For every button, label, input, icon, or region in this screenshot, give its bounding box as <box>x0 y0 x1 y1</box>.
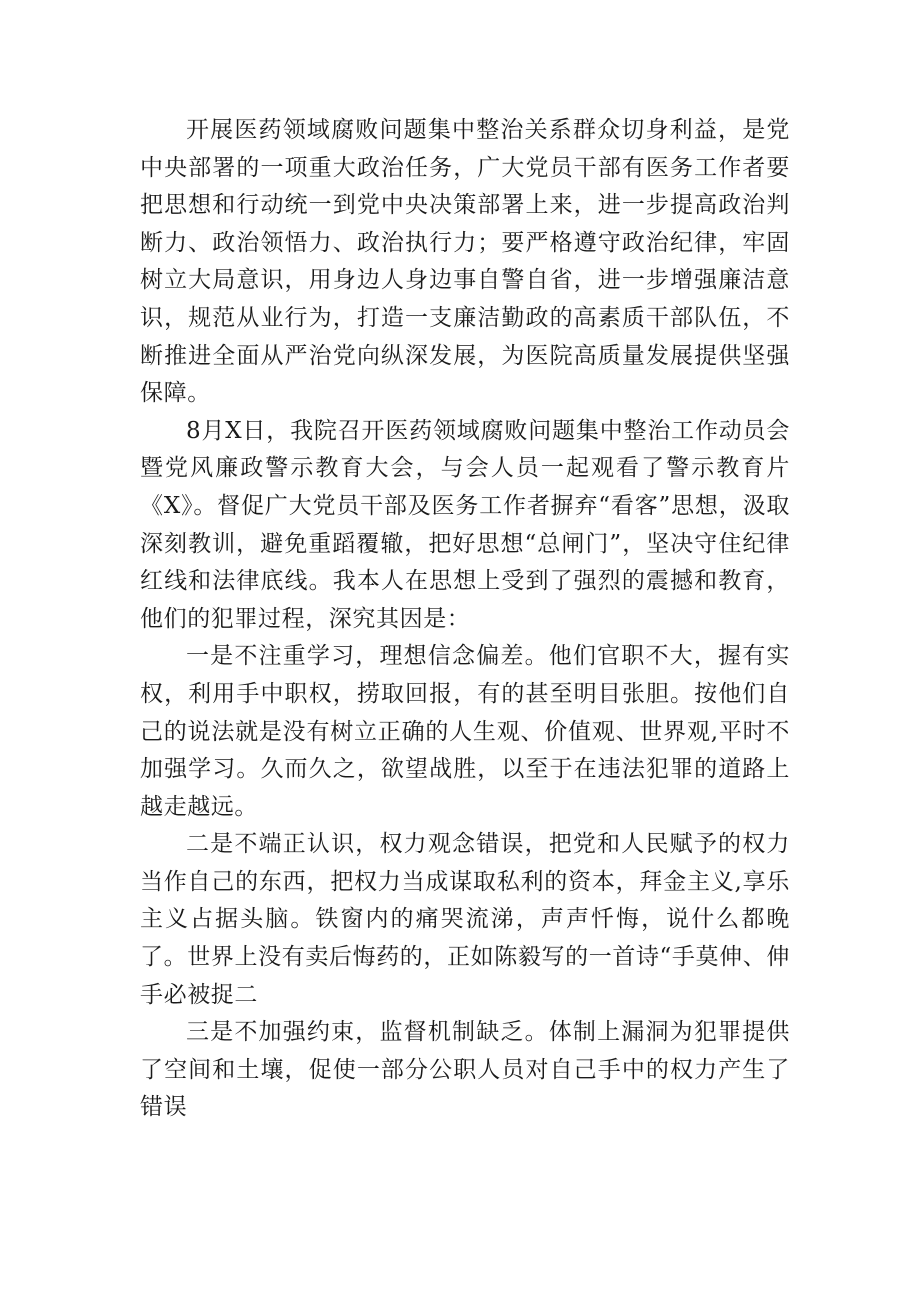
paragraph-point-one: 一是不注重学习，理想信念偏差。他们官职不大，握有实权，利用手中职权，捞取回报，有的甚至明目张胆。按他们自己的说法就是没有树立正确的人生观、价值观、世界观,平时不加强学习。久而久之，欲望战胜，以至于在违法犯罪的道路上越走越远。 <box>140 643 790 820</box>
paragraph-intro: 开展医药领域腐败问题集中整治关系群众切身利益，是党中央部署的一项重大政治任务，广大党员干部有医务工作者要把思想和行动统一到党中央决策部署上来，进一步提高政治判断力、政治领悟力、政治执行力；要严格遵守政治纪律，牢固树立大局意识，用身边人身边事自警自省，进一步增强廉洁意识，规范从业行为，打造一支廉洁勤政的高素质干部队伍，不断推进全面从严治党向纵深发展，为医院高质量发展提供坚强保障。 <box>140 117 790 407</box>
paragraph-meeting: 8月X日，我院召开医药领域腐败问题集中整治工作动员会暨党风廉政警示教育大会，与会人员一起观看了警示教育片《X》。督促广大党员干部及医务工作者摒弃“看客”思想，汲取深刻教训，避免重蹈覆辙，把好思想“总闸门”，坚决守住纪律红线和法律底线。我本人在思想上受到了强烈的震撼和教育，他们的犯罪过程，深究其因是： <box>140 417 790 632</box>
paragraph-point-two: 二是不端正认识，权力观念错误，把党和人民赋予的权力当作自己的东西，把权力当成谋取私利的资本，拜金主义,享乐主义占据头脑。铁窗内的痛哭流涕，声声忏悔，说什么都晚了。世界上没有卖后悔药的，正如陈毅写的一首诗“手莫伸、伸手必被捉二 <box>140 831 790 1008</box>
paragraph-point-three: 三是不加强约束，监督机制缺乏。体制上漏洞为犯罪提供了空间和土壤，促使一部分公职人员对自己手中的权力产生了错误 <box>140 1019 790 1121</box>
document-body <box>140 112 790 1127</box>
